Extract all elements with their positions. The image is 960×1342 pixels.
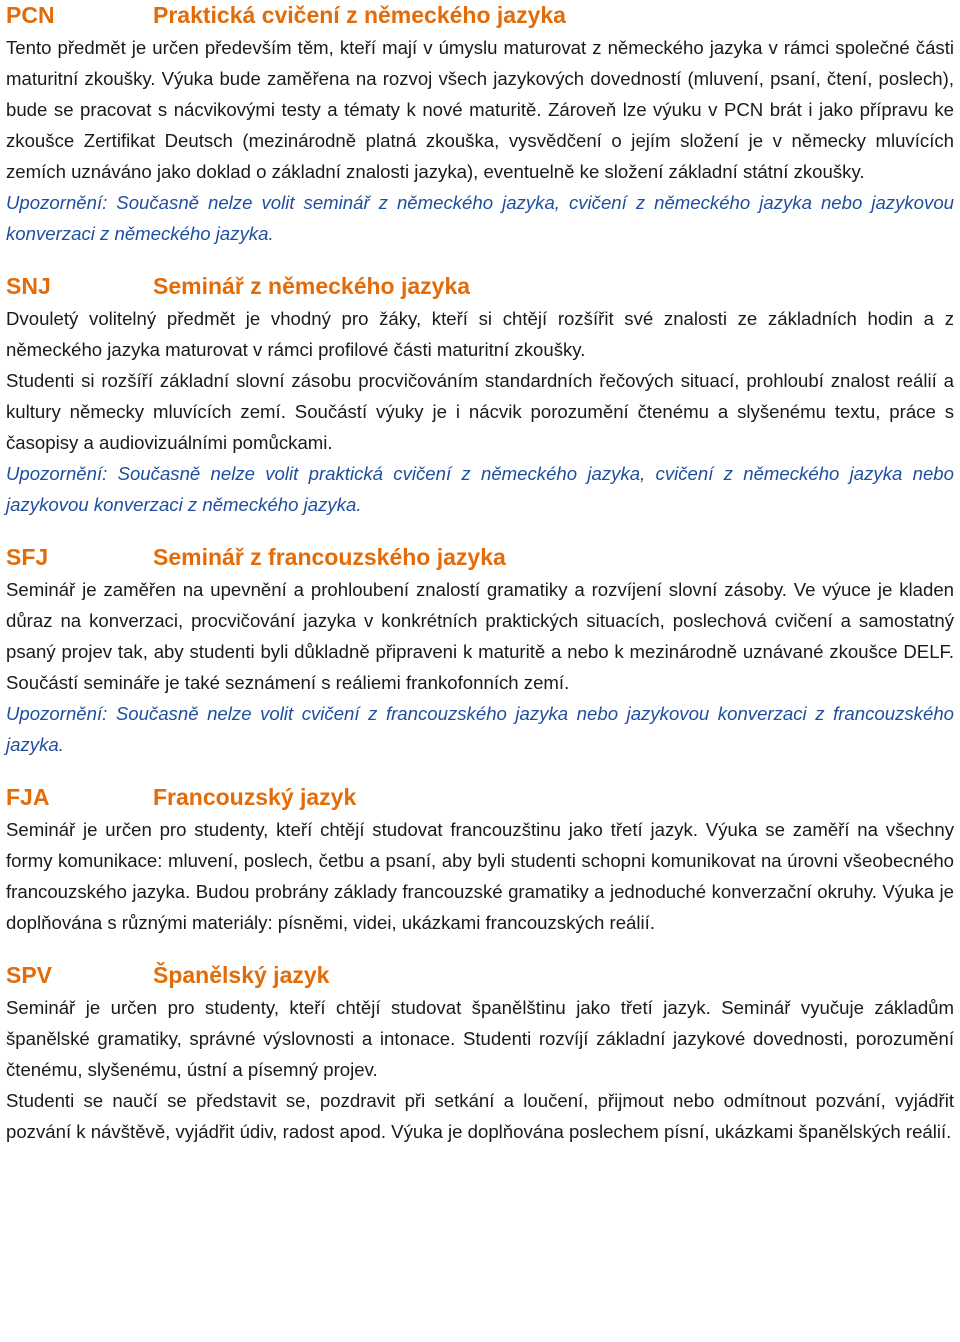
section-snj (6, 271, 954, 520)
section-pcn (6, 0, 954, 249)
section-warning: Upozornění: Současně nelze volit praktická cvičení z německého jazyka, cvičení z německého jazyka nebo jazykovou konverzaci z německého jazyka. (6, 463, 954, 515)
section-warning: Upozornění: Současně nelze volit cvičení z francouzského jazyka nebo jazykovou konverzaci z francouzského jazyka. (6, 703, 954, 755)
section-paragraph: Seminář je zaměřen na upevnění a prohloubení znalostí gramatiky a rozvíjení slovní zásoby. Ve výuce je kladen důraz na konverzaci, procvičování jazyka v konkrétních praktických situacích, poslechová cvičení a samostatný psaný projev tak, aby studenti byli důkladně připraveni k maturitě a nebo k mezinárodně uznávané zkoušce DELF. Součástí semináře je také seznámení s reáliemi frankofonních zemí. (6, 579, 954, 693)
section-heading (6, 542, 954, 574)
section-heading (6, 782, 954, 814)
section-title: Španělský jazyk (153, 962, 330, 988)
section-heading (6, 0, 954, 32)
section-paragraph: Seminář je určen pro studenty, kteří chtějí studovat španělštinu jako třetí jazyk. Seminář vyučuje základům španělské gramatiky, správné výslovnosti a intonace. Studenti rozvíjí základní jazykové dovednosti, porozumění čtenému, slyšenému, ústní a písemný projev. (6, 997, 954, 1080)
section-heading (6, 271, 954, 303)
section-title: Praktická cvičení z německého jazyka (153, 2, 566, 28)
section-code: FJA (6, 784, 50, 810)
section-code: PCN (6, 2, 55, 28)
section-paragraph: Studenti se naučí se představit se, pozdravit při setkání a loučení, přijmout nebo odmítnout pozvání, vyjádřit pozvání k návštěvě, vyjádřit údiv, radost apod. Výuka je doplňována poslechem písní, ukázkami španělských reálií. (6, 1090, 954, 1142)
section-title: Seminář z německého jazyka (153, 273, 471, 299)
section-title: Seminář z francouzského jazyka (153, 544, 506, 570)
section-paragraph: Seminář je určen pro studenty, kteří chtějí studovat francouzštinu jako třetí jazyk. Výuka se zaměří na všechny formy komunikace: mluvení, poslech, četbu a psaní, aby byli studenti schopni komunikovat na úrovni všeobecného francouzského jazyka. Budou probrány základy francouzské gramatiky a jednoduché konverzační okruhy. Výuka je doplňována s různými materiály: písněmi, videi, ukázkami francouzských reálií. (6, 819, 954, 933)
section-sfj (6, 542, 954, 760)
section-spv (6, 960, 954, 1147)
section-code: SNJ (6, 273, 51, 299)
section-code: SFJ (6, 544, 49, 570)
section-heading (6, 960, 954, 992)
section-paragraph: Tento předmět je určen především těm, kteří mají v úmyslu maturovat z německého jazyka v rámci společné části maturitní zkoušky. Výuka bude zaměřena na rozvoj všech jazykových dovedností (mluvení, psaní, čtení, poslech), bude se pracovat s nácvikovými testy a tématy k nové maturitě. Zároveň lze výuku v PCN brát i jako přípravu ke zkoušce Zertifikat Deutsch (mezinárodně platná zkouška, vysvědčení o jejím složení je v německy mluvících zemích uznáváno jako doklad o základní znalosti jazyka), eventuelně ke složení základní státní zkoušky. (6, 37, 954, 182)
section-code: SPV (6, 962, 53, 988)
section-title: Francouzský jazyk (153, 784, 357, 810)
section-warning: Upozornění: Současně nelze volit seminář z německého jazyka, cvičení z německého jazyka nebo jazykovou konverzaci z německého jazyka. (6, 192, 954, 244)
section-paragraph: Dvouletý volitelný předmět je vhodný pro žáky, kteří si chtějí rozšířit své znalosti ze základních hodin a z německého jazyka maturovat v rámci profilové části maturitní zkoušky. (6, 308, 954, 360)
section-paragraph: Studenti si rozšíří základní slovní zásobu procvičováním standardních řečových situací, prohloubí znalost reálií a kultury německy mluvících zemí. Součástí výuky je i nácvik porozumění čtenému a slyšenému textu, práce s časopisy a audiovizuálními pomůckami. (6, 370, 954, 453)
section-fja (6, 782, 954, 938)
